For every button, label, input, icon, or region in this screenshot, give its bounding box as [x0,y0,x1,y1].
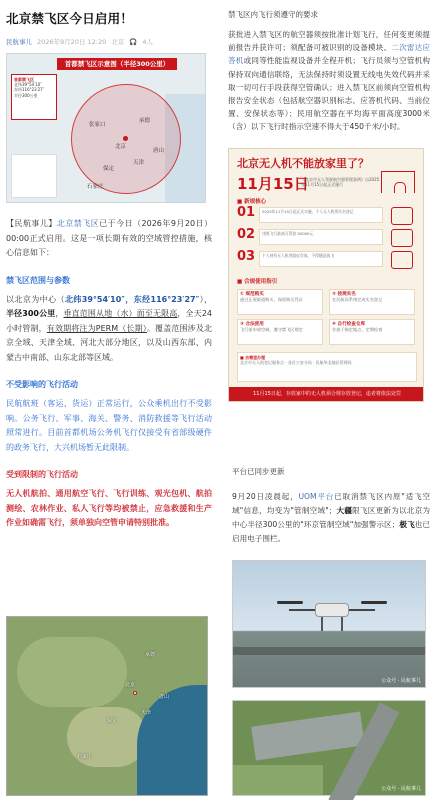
poster-headline: 北京无人机不能放家里了？ [237,156,369,170]
scope-paragraph: 以北京为中心（北纬39°54′10″，东经116°23′27″），半径300公里，垂直范围从地（水）面至无限高，全天24小时管制，有效期将注为PERM（长期）。覆盖范围涉及北京全域、天津全域、河北大部分地区，以及山西东部、内蒙古中南部、山东北部等区域。 [6,294,213,362]
publish-date: 2026年9月20日 12:20 [37,38,107,46]
drone-rotor [361,601,387,604]
poster-compliance-grid [237,289,417,345]
transponder-link[interactable]: 二次雷达应答机 [228,43,431,66]
poster-cell: ② 按规实名 在民航局系统完成实名登记 [329,289,415,315]
sync-heading: 平台已同步更新 [232,467,285,476]
map-city-label: 天津 [141,710,152,716]
map-city-label: 石家庄 [87,184,104,190]
poster-subtitle: 《北京市无人驾驶航空器管理条例》自2025年11月15日起正式施行 [301,176,380,187]
map-sea-area [137,685,207,795]
poster-item-text: 2025年11月15日起正式实施，个人无人机须实名登记 [259,207,383,223]
photo-watermark: 公众号 · 民航事儿 [381,786,421,792]
map-city-label: 承德 [139,118,151,124]
drone-rotor [277,601,303,604]
warning-icon [391,251,413,269]
poster-cell: ④ 自行检查仓库 存放于指定地点，定期检查 [329,319,415,345]
poster-item-text: 个人持有无人机须就近存放，不得随意放飞 [259,251,383,267]
unaffected-paragraph: 民航航班（客运、货运）正常运行，公众乘机出行不受影响。公务飞行、军事、海关、警务、消防救援等飞行活动照常进行。目前首都机场公务机飞行仅接受有省部级硬件的政务飞行，大兴机场暂无此限制。 [6,399,212,452]
map-legend: 首都禁飞区 北纬39°54′10″ 东经116°23′27″ 半径300公里 [11,74,57,120]
no-fly-zone-map[interactable] [6,53,206,203]
unaffected-heading: 不受影响的飞行活动 [6,380,78,389]
poster-section-title: ■ 新规核心 [237,198,267,205]
map-city-label: 唐山 [159,694,170,700]
map-banner: 首都禁飞区示意图（半径300公里） [57,58,177,70]
sync-paragraph: 9月20日凌晨起，UOM平台已取消禁飞区内原"适飞空域"信息，均变为"管制空域"；大疆限飞区更新为以北京为中心半径300公里的"环京管制空域"加强警示区；极飞也已启用电子围栏。 [232,492,431,543]
map-city-label: 北京 [125,682,136,688]
fine-icon [391,229,413,247]
drone-leg [321,617,323,631]
drone-icon [315,603,349,617]
poster-item-number: 01 [237,204,256,220]
restricted-paragraph: 无人机航拍、通用航空飞行、飞行训练、观光包机、航拍测绘、农林作业、私人飞行等均被禁止，应急救援和生产作业如确需飞行，须单独向空管申请特别批准。 [6,489,212,527]
uom-platform-link[interactable]: UOM平台 [298,492,335,501]
drone-leg [341,617,343,631]
headphone-icon[interactable]: 🎧 [129,37,138,46]
restricted-heading: 受到限制的飞行活动 [6,470,78,479]
grass-field [233,765,323,795]
drone-photo[interactable] [232,560,426,688]
map-city-label: 承德 [145,652,156,658]
author-link[interactable]: 民航事儿 [6,38,32,46]
article-title: 北京禁飞区今日启用！ [6,11,134,26]
satellite-region-map[interactable] [6,616,208,796]
map-terrain [17,637,127,707]
requirements-paragraph: 获批进入禁飞区的航空器须按批准计划飞行，任何变更须提前报告并获许可；须配备可被识别的设备模块、二次雷达应答机或同等性能监视设备并全程开机；飞行员须与空管机构保持双向通信联络，无法保持时须设置无线电失效代码并采取一切可行手段获得空管确认；进入禁飞区前须向空管机构报告安全状态（包括航空器识别标志、应答机代码、当前位置、安保状态等）；民用航空器在平均海平面高度3000米（含）以下飞行时指示空速不得大于450千米/小时。 [228,30,431,132]
airport-apron [251,712,365,761]
runway-strip [233,647,425,655]
map-city-label: 石家庄 [77,754,93,760]
document-icon [391,207,413,225]
poster-date: 11月15日 [237,174,309,193]
poster-item-number: 03 [237,248,256,264]
poster-section-title: ■ 合规使用指引 [237,278,278,285]
map-note-box [11,154,57,198]
map-city-label: 唐山 [153,148,165,154]
article-meta [6,37,212,46]
airport-aerial-photo[interactable] [232,700,426,796]
drone-rule-poster[interactable] [228,148,424,402]
poster-cell: ③ 合法使用 飞行前申请空域，遵守禁飞区规定 [237,319,323,345]
no-fly-zone-link[interactable]: 北京禁飞区 [56,219,100,228]
publish-location: 北京 [111,38,125,46]
map-city-label: 保定 [107,718,118,724]
poster-footer: 11月15日起，存放家中的无人机须合规存放登记，违者将依法处罚 [229,387,424,401]
poster-item-number: 02 [237,226,256,242]
poster-where-to-apply: ■ 去哪里办理 北京市无人机登记服务点 · 各区公安分局 · 民航华北地区管理局 [237,352,417,382]
requirements-heading: 禁飞区内飞行须遵守的要求 [228,10,318,19]
map-city-label: 保定 [103,166,115,172]
poster-cell: ① 规范购买 通过正规渠道购买，保留购买凭证 [237,289,323,315]
photo-watermark: 公众号 · 民航事儿 [381,678,421,684]
tiananmen-icon [381,171,415,193]
beijing-center-marker [123,136,128,141]
intro-paragraph: 【民航事儿】北京禁飞区已于今日（2026年9月20日）00:00正式启用。这是一项长期有效的空域管控措施，核心信息如下： [6,219,212,257]
map-city-label: 张家口 [89,122,106,128]
map-city-label: 北京 [115,144,127,150]
listen-count: 4人 [142,38,153,46]
poster-item-text: 违规飞行最高可罚款 50000元 [259,229,383,245]
beijing-pin-icon [133,691,137,695]
map-city-label: 天津 [133,160,145,166]
scope-heading: 禁飞区范围与参数 [6,275,70,285]
